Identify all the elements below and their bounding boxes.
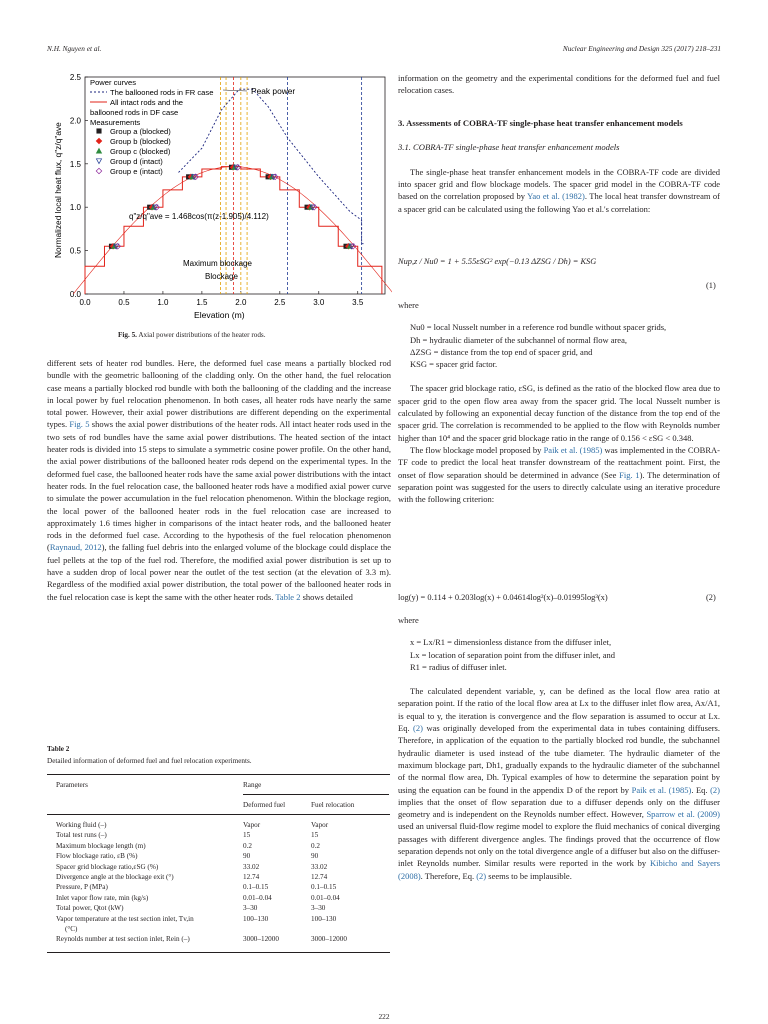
def-r1: R1 = radius of diffuser inlet. [410,661,507,672]
x-tick-label: 3.0 [313,298,325,307]
equation-1-number: (1) [706,281,716,290]
x-axis-title: Elevation (m) [194,310,245,320]
table-cell-deformed: 12.74 [243,873,260,881]
y-tick-label: 0.0 [69,290,81,299]
table-cell-deformed: 0.1–0.15 [243,883,269,892]
col-range: Range [243,781,262,789]
legend-group-label: Group b (blocked) [110,137,171,146]
right-column-text-2 [398,299,720,505]
table-row [47,830,391,840]
y-axis-title: Normalized local heat flux, q"z/q"ave [53,122,63,258]
table-cell-parameter: Flow blockage ratio, εB (%) [56,852,138,861]
def-x: x = Lx/R1 = dimensionless distance from the diffuser inlet, [410,637,612,648]
definitions-2 [398,636,720,673]
table-cell-deformed: 0.01–0.04 [243,893,272,902]
figure-caption-text: Axial power distributions of the heater rods. [136,331,266,339]
table-cell-deformed: 0.2 [243,841,252,850]
table-row [47,862,391,872]
table-cell-relocation: 3000–12000 [311,935,347,944]
def-dh: Dh = hydraulic diameter of the subchannel of normal flow area, [410,334,627,345]
table-cell-parameter: Total test runs (–) [56,831,107,840]
table-cell-relocation: 33.02 [311,862,328,871]
section31-heading: 3.1. COBRA-TF single-phase heat transfer enhancement models [398,141,620,152]
table-cell-relocation: 0.2 [311,841,320,850]
y-tick-label: 1.0 [69,203,81,213]
def-ksg: KSG = spacer grid factor. [410,359,498,370]
col-deformed-fuel: Deformed fuel [243,801,286,809]
legend-group-label: Group a (blocked) [110,127,171,136]
max-blockage-label: Maximum blockage [183,259,252,268]
formula-rhs: = 1.468cos(π(z-1.905)/4.112) [162,212,269,221]
where-2: where [398,615,419,625]
equation-1: Nup,z / Nu0 = 1 + 5.55εSG² exp(−0.13 ΔZSG / Dh) = KSG [398,257,597,266]
x-tick-label: 2.5 [274,298,286,307]
left-text-2: shows the axial power distributions of the heater rods. All intact heater rods used in the two sets of rod bundles have the same axial power distributions. The heated section of the intact heater rods is divided into 15 steps to simulate a symmetric cosine power profile. On the other hand, the axial power distributions of the ballooned heater rods depend on the experimental types. In the deformed fuel case, the ballooned heater rods have the same axial power distributions with the intact heater rods. In the fuel relocation case, the ballooned heater rods have a modified axial power curve to simulate the power accumulation in the fuel relocation phenomenon. Within the blockage region, the local power of the ballooned heater rods in the fuel relocation case are increased to approximately 1.6 times higher in comparisons of the intact heater rods, and the ballooned heater rods in the deformed fuel case. According to the hypothesis of the fuel relocation phenomenon ( [47,419,391,553]
col-parameters: Parameters [56,781,88,789]
legend-intact-line1: All intact rods and the [110,98,184,107]
legend-title-measurements: Measurements [90,118,141,127]
legend-marker [97,129,101,133]
table-top-rule [47,774,390,775]
legend-marker [96,168,102,174]
ref-paik-2[interactable]: Paik et al. (1985) [631,784,692,795]
table-bottom-rule [47,952,390,953]
x-tick-label: 2.0 [235,298,247,307]
x-tick-label: 0.5 [118,298,130,307]
section3-heading: 3. Assessments of COBRA-TF single-phase heat transfer enhancement models [398,117,683,128]
table-cell-deformed: 3000–12000 [243,935,279,944]
ref-paik-1[interactable]: Paik et al. (1985) [543,444,603,455]
legend-ballooned-fr: The ballooned rods in FR case [110,88,214,97]
table-row [47,924,391,934]
ref-sparrow[interactable]: Sparrow et al. (2009) [646,809,721,820]
left-text-1: different sets of heater rod bundles. Here, the deformed fuel case means a partially blocked rod bundle with the geometric ballooning of the cladding only. On the other hand, the fuel relocation case means a partially blocked rod bundle with both the ballooning of the cladding and the increase in local power by fuel relocation phenomenon. In both cases, all heater rods have nearly the same total power. However, their axial power distributions are different depending on the experimental types. [47,358,391,430]
ref-table2[interactable]: Table 2 [275,591,301,602]
table-row [47,841,391,851]
table-label: Table 2 [47,745,70,753]
definitions-1 [398,321,720,370]
y-tick-label: 2.0 [69,116,81,126]
paragraph-separation: The calculated dependent variable, y, can be defined as the local flow area ratio at separation point. If the ratio of the local flow area at Lx to the diffuser inlet flow area, Ax/A1, is equal to y, the iteration is convergence and the flow separation is assumed to occur at Lx. Eq. (2) was originally developed from the experimental data in tubes containing diffusers. Therefore, in application of the equation to the partially blocked rod bundle, the subchannel hydraulic diameter is used instead of the tube diameter. The hydraulic diameter of the maximum blockage part, Dh1, gradually expands to the hydraulic diameter of the subchannel of the normal flow area, Dh. Typical examples of how to determine the separation point by using the equation can be found in the appendix D of the report by Paik et al. (1985). Eq. (2) implies that the onset of flow separation due to a diffuser depends only on the diffuser geometry and is independent on the Reynolds number effect. However, Sparrow et al. (2009) used an universal fluid-flow regime model to explore the fluid mechanics of conical diverging passages with different divergence angles. The findings proved that the occurrence of flow separation depends not only on the total divergence angle of a diffuser but also on the diffuser-inlet Reynolds number. Similar results were reported in the work by Kibicho and Sayers (2008). Therefore, Eq. (2) seems to be implausible. [398,686,721,881]
def-nu0: Nu0 = local Nusselt number in a reference rod bundle without spacer grids, [410,322,667,333]
ref-raynaud[interactable]: Raynaud, 2012 [49,542,102,553]
running-header-authors: N.H. Nguyen et al. [47,44,102,53]
left-text-3: ), the falling fuel debris into the enlarged volume of the blockage could displace the fuel pellets at the top of the fuel rod. Therefore, the modified axial power distribution is set up to have a sudden drop of local power near the outlet of the test section (at the elevation of 3.3 m). Regardless of the modified axial power distribution, the total power of the ballooned heater rods in the fuel relocation case is kept the same with the other heater rods. [47,542,391,602]
table-cell-deformed: 100–130 [243,914,269,923]
table-cell-parameter: Total power, Qtot (kW) [56,904,124,913]
legend-marker [96,148,101,153]
table-cell-parameter: (°C) [65,925,78,933]
right-intro: information on the geometry and the experimental conditions for the deformed fuel and fuel relocation cases. [398,73,720,96]
paragraph-spacer-grid: The single-phase heat transfer enhancement models in the COBRA-TF code are divided into spacer grid and flow blockage models. The spacer grid model in the COBRA-TF code based on the correlation proposed by Yao et al. (1982). The local heat transfer downstream of a spacer grid can be calculated using the following Yao et al.'s correlation: [398,166,720,214]
def-lx: Lx = location of separation point from the diffuser inlet, and [410,649,616,660]
table-cell-parameter: Working fluid (–) [56,821,107,829]
right-column-text [398,72,720,215]
paragraph-flow-blockage: The flow blockage model proposed by Paik et al. (1985) was implemented in the COBRA-TF code to predict the local heat transfer downstream of the reattachment point. First, the onset of flow separation should be determined in advance (See Fig. 1). The determination of separation point was suggested for the users to directly calculate using an iterative procedure with the following criterion: [398,444,720,505]
legend-title-power-curves: Power curves [90,78,137,87]
y-tick-label: 1.5 [69,159,81,169]
table-cell-relocation: 3–30 [311,904,326,913]
legend-marker [96,159,101,164]
y-tick-label: 0.5 [69,246,81,256]
table-caption: Detailed information of deformed fuel and fuel relocation experiments. [47,757,252,765]
where-1: where [398,300,419,310]
table-cell-deformed: Vapor [243,821,261,829]
table-cell-parameter: Vapor temperature at the test section inlet, Tv,in [56,914,194,923]
table-cell-parameter: Inlet vapor flow rate, min (kg/s) [56,893,149,902]
col-fuel-relocation: Fuel relocation [311,801,355,809]
table-row [47,851,391,861]
table-body [47,820,391,950]
table-row [47,882,391,892]
peak-power-leader [223,90,247,91]
table-cell-relocation: 15 [311,831,319,840]
ref-eq2-b[interactable]: (2) [710,784,720,795]
running-header-journal: Nuclear Engineering and Design 325 (2017) 218–231 [562,44,721,53]
table-row [47,893,391,903]
figure-caption [118,331,266,339]
legend-group-label: Group d (intact) [110,157,163,166]
blockage-label: Blockage [205,272,238,281]
table-cell-parameter: Divergence angle at the blockage exit (°) [56,873,174,881]
page-number: 222 [378,1012,390,1021]
table-cell-parameter: Maximum blockage length (m) [56,841,146,850]
table-cell-relocation: 90 [311,852,319,861]
x-tick-label: 1.0 [157,298,169,307]
table-cell-relocation: 0.01–0.04 [311,893,340,902]
ref-yao[interactable]: Yao et al. (1982) [527,191,585,202]
table-row [47,820,391,830]
ref-kibicho[interactable]: Kibicho and Sayers (2008) [398,858,720,881]
ref-eq2-c[interactable]: (2) [476,870,487,881]
table-cell-relocation: 12.74 [311,873,328,881]
table-cell-deformed: 33.02 [243,862,260,871]
table-range-rule [243,794,389,795]
ref-fig5[interactable]: Fig. 5 [69,419,90,430]
table-row [47,914,391,924]
equation-2: log(y) = 0.114 + 0.203log(x) + 0.04614log²(x)–0.01995log³(x) [398,593,608,602]
table-cell-deformed: 15 [243,831,251,840]
legend-intact-line2: ballooned rods in DF case [90,108,179,117]
ref-eq2-a[interactable]: (2) [413,723,423,734]
y-tick-label: 2.5 [69,73,81,82]
table-header-rule [47,814,390,815]
table-cell-deformed: 3–30 [243,904,258,913]
figure-caption-label: Fig. 5. [118,331,137,339]
equation-2-number: (2) [706,593,716,602]
ref-fig1[interactable]: Fig. 1 [619,469,640,480]
x-tick-label: 3.5 [352,298,364,307]
table-cell-relocation: 100–130 [311,914,337,923]
table-row [47,903,391,913]
left-text-4: shows detailed [300,591,353,602]
legend-group-label: Group e (intact) [110,167,163,176]
table-cell-parameter: Spacer grid blockage ratio,εSG (%) [56,862,159,871]
table-cell-parameter: Reynolds number at test section inlet, Rein (–) [56,935,190,944]
table-cell-deformed: 90 [243,852,251,861]
formula-label [129,212,269,221]
formula-lhs: q"z/q"ave [129,212,163,221]
table-row [47,872,391,882]
table-cell-parameter: Pressure, P (MPa) [56,883,108,892]
chart-legend [90,78,213,176]
table-cell-relocation: 0.1–0.15 [311,883,337,892]
left-column-text [47,357,391,603]
def-dzsg: ΔZSG = distance from the top end of spacer grid, and [410,346,593,357]
x-tick-label: 0.0 [79,298,91,307]
peak-power-label: Peak power [251,86,296,96]
x-tick-label: 1.5 [196,298,208,307]
table-cell-relocation: Vapor [311,821,329,829]
right-column-text-3 [398,614,720,882]
table-row [47,934,391,944]
legend-marker [96,138,102,144]
legend-group-label: Group c (blocked) [110,147,171,156]
axial-power-chart [47,70,392,340]
paragraph-blockage-ratio: The spacer grid blockage ratio, εSG, is defined as the ratio of the blocked flow area due to spacer grid to the open flow area away from the spacer grid. The local Nusselt number is calculated by following an exponential decay function of the distance from the top end of the spacer grid. The correlation is recommended to be applied to the flow with Reynolds number higher than 10⁴ and the spacer grid blockage ratio in the range of 0.156 < εSG < 0.348. [398,383,720,443]
